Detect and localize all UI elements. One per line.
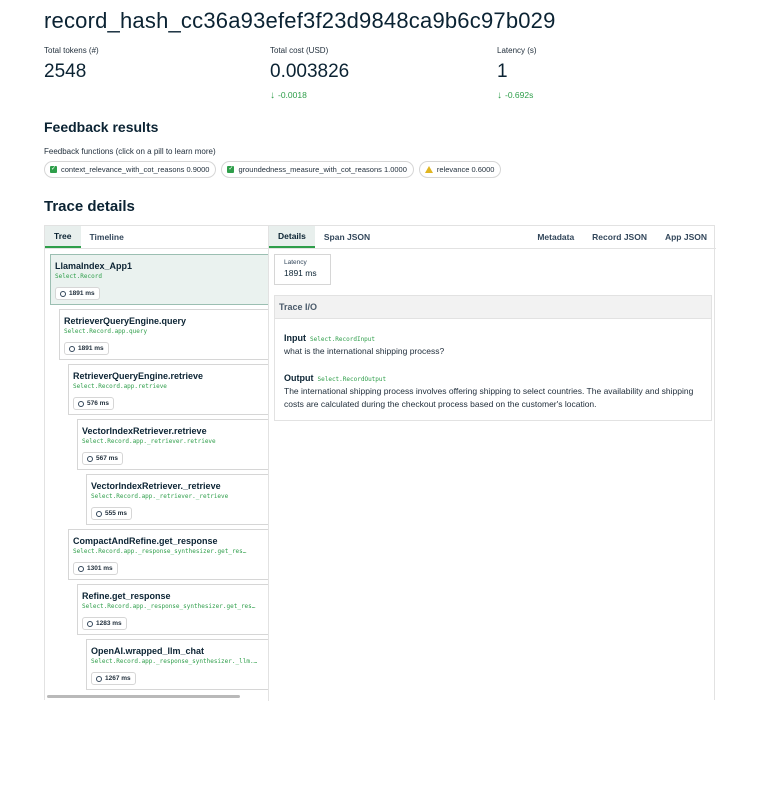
node-duration — [82, 617, 127, 630]
input-selector: Select.RecordInput — [310, 336, 376, 343]
tree-node[interactable] — [86, 639, 269, 690]
node-name: VectorIndexRetriever._retrieve — [91, 481, 221, 491]
check-icon: ✓ — [228, 166, 234, 172]
metric-value: 2548 — [44, 61, 87, 82]
metric-latency — [497, 46, 537, 101]
tree-node[interactable] — [77, 584, 269, 635]
metric-label: Latency (s) — [497, 46, 537, 55]
metric-delta-value: -0.0018 — [278, 90, 307, 100]
metric-delta — [270, 90, 349, 101]
node-duration — [91, 507, 132, 520]
duration-label: 1891 ms — [69, 290, 95, 297]
arrow-down-icon: ↓ — [270, 90, 275, 101]
clock-icon — [69, 346, 75, 352]
tree-node[interactable] — [68, 529, 269, 580]
duration-label: 1301 ms — [87, 565, 113, 572]
input-label: Input — [284, 333, 306, 343]
pill-label: groundedness_measure_with_cot_reasons 1.0000 — [238, 165, 407, 174]
node-duration — [55, 287, 100, 300]
node-name: CompactAndRefine.get_response — [73, 536, 218, 546]
trace-io-card — [274, 295, 712, 421]
node-duration — [91, 672, 136, 685]
tree-tabbar — [45, 226, 268, 249]
span-details-panel — [269, 226, 716, 701]
tree-horizontal-scrollbar[interactable] — [47, 695, 240, 698]
tab-record-json[interactable]: Record JSON — [592, 232, 647, 242]
duration-label: 1267 ms — [105, 675, 131, 682]
feedback-pill[interactable] — [221, 161, 413, 178]
tree-node[interactable] — [86, 474, 269, 525]
clock-icon — [60, 291, 66, 297]
node-selector: Select.Record — [55, 273, 102, 280]
tab-timeline[interactable]: Timeline — [89, 232, 124, 242]
duration-label: 555 ms — [105, 510, 128, 517]
node-selector: Select.Record.app._retriever._retrieve — [91, 493, 229, 500]
trace-tree-panel — [45, 226, 269, 701]
duration-label: 576 ms — [87, 400, 110, 407]
tab-app-json[interactable]: App JSON — [664, 232, 707, 242]
trace-heading: Trace details — [44, 198, 135, 215]
metric-value: 0.003826 — [270, 61, 350, 82]
node-selector: Select.Record.app.retrieve — [73, 383, 167, 390]
clock-icon — [87, 621, 93, 627]
record-title: record_hash_cc36a93efef3f23d9848ca9b6c97b029 — [44, 8, 556, 33]
node-selector: Select.Record.app._response_synthesizer._llm.… — [91, 658, 258, 665]
clock-icon — [87, 456, 93, 462]
metric-delta — [497, 90, 537, 101]
clock-icon — [96, 676, 102, 682]
latency-value: 1891 ms — [284, 268, 317, 278]
latency-card — [274, 254, 331, 285]
tab-span-json[interactable]: Span JSON — [323, 232, 371, 242]
feedback-pill[interactable] — [44, 161, 216, 178]
output-label-row — [284, 368, 386, 386]
node-name: RetrieverQueryEngine.query — [64, 316, 187, 326]
node-name: LlamaIndex_App1 — [55, 261, 133, 271]
duration-label: 1891 ms — [78, 345, 104, 352]
pill-label: context_relevance_with_cot_reasons 0.9000 — [61, 165, 210, 174]
node-name: RetrieverQueryEngine.retrieve — [73, 371, 204, 381]
latency-label: Latency — [284, 259, 307, 266]
trace-io-header: Trace I/O — [275, 296, 711, 319]
node-selector: Select.Record.app.query — [64, 328, 148, 335]
trace-panel — [44, 225, 715, 700]
warning-icon — [425, 166, 433, 173]
metric-total-tokens — [44, 46, 99, 83]
duration-label: 567 ms — [96, 455, 119, 462]
node-selector: Select.Record.app._response_synthesizer.get_res… — [73, 548, 247, 555]
details-tabbar — [269, 226, 716, 249]
pill-label: relevance 0.6000 — [436, 165, 495, 174]
tree-node[interactable] — [59, 309, 269, 360]
output-selector: Select.RecordOutput — [317, 376, 387, 383]
metric-label: Total tokens (#) — [44, 46, 99, 55]
node-duration — [64, 342, 109, 355]
details-extra-tabs — [528, 226, 716, 248]
node-name: Refine.get_response — [82, 591, 171, 601]
node-duration — [73, 562, 118, 575]
feedback-pills — [44, 161, 501, 178]
clock-icon — [78, 401, 84, 407]
node-name: OpenAI.wrapped_llm_chat — [91, 646, 205, 656]
output-label: Output — [284, 373, 314, 383]
tree-node[interactable] — [68, 364, 269, 415]
node-name: VectorIndexRetriever.retrieve — [82, 426, 207, 436]
node-selector: Select.Record.app._retriever.retrieve — [82, 438, 216, 445]
arrow-down-icon: ↓ — [497, 90, 502, 101]
clock-icon — [78, 566, 84, 572]
duration-label: 1283 ms — [96, 620, 122, 627]
tree-node[interactable] — [77, 419, 269, 470]
feedback-pill[interactable] — [419, 161, 502, 178]
check-icon: ✓ — [50, 166, 57, 172]
node-duration — [82, 452, 123, 465]
tree-node[interactable] — [50, 254, 269, 305]
node-duration — [73, 397, 114, 410]
feedback-heading: Feedback results — [44, 119, 159, 135]
input-label-row — [284, 328, 375, 346]
metric-total-cost — [270, 46, 349, 101]
output-text: The international shipping process involves offering shipping to select countries. The availability and shipping costs are calculated during the checkout process based on the customer's location. — [284, 386, 694, 409]
metric-delta-value: -0.692s — [505, 90, 534, 100]
tab-tree[interactable]: Tree — [45, 226, 81, 248]
clock-icon — [96, 511, 102, 517]
input-text: what is the international shipping process? — [284, 346, 445, 356]
metric-value: 1 — [497, 61, 508, 82]
tab-details[interactable]: Details — [269, 226, 315, 248]
node-selector: Select.Record.app._response_synthesizer.get_res… — [82, 603, 256, 610]
tab-metadata[interactable]: Metadata — [537, 232, 575, 242]
metric-label: Total cost (USD) — [270, 46, 329, 55]
feedback-caption: Feedback functions (click on a pill to learn more) — [44, 147, 216, 156]
